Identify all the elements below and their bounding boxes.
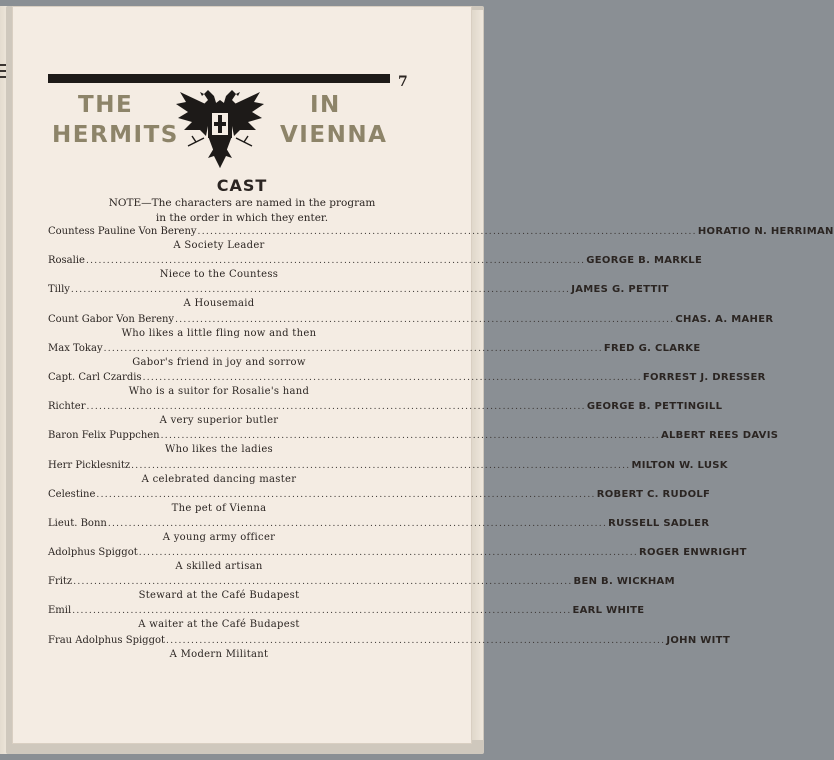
cast-line: [48, 459, 728, 473]
dot-leader: ........................................................................................................................: [70, 285, 571, 296]
dot-leader: ........................................................................................................................: [142, 372, 642, 383]
cast-entry: [48, 254, 703, 283]
cast-line: [48, 604, 645, 618]
title-in: IN: [310, 92, 341, 118]
role-description: Who likes a little fling now and then: [121, 327, 317, 339]
role-name: Baron Felix Puppchen: [48, 430, 160, 442]
cast-heading: CAST: [216, 176, 268, 195]
role-name: Fritz: [48, 576, 73, 588]
role-description: Gabor's friend in joy and sorrow: [132, 356, 306, 368]
role-description: The pet of Vienna: [171, 502, 267, 514]
program-page: [12, 6, 834, 744]
double-eagle-crest-icon: [174, 86, 266, 170]
dot-leader: ........................................................................................................................: [175, 314, 675, 325]
title-hermits: HERMITS: [52, 122, 179, 148]
cast-line: [48, 517, 710, 531]
cast-entry: [48, 429, 779, 458]
header-rule: [48, 74, 390, 83]
dot-leader: ........................................................................................................................: [103, 343, 603, 354]
cast-entry: [48, 575, 675, 604]
cast-note: [12, 196, 472, 226]
role-description: Who is a suitor for Rosalie's hand: [128, 385, 310, 397]
actor-name: ROBERT C. RUDOLF: [596, 488, 711, 500]
role-description: Who likes the ladies: [165, 444, 273, 456]
cast-entry: [48, 517, 710, 546]
role-name: Herr Picklesnitz: [48, 459, 131, 471]
actor-name: CHAS. A. MAHER: [675, 313, 774, 325]
dot-leader: ........................................................................................................................: [72, 606, 572, 617]
role-name: Count Gabor Von Bereny: [48, 313, 175, 325]
actor-name: BEN B. WICKHAM: [573, 576, 675, 588]
role-description: Steward at the Café Budapest: [138, 590, 300, 602]
actor-name: ROGER ENWRIGHT: [639, 547, 747, 559]
actor-name: GEORGE B. PETTINGILL: [586, 401, 723, 413]
role-description: A Society Leader: [173, 240, 265, 251]
actor-name: FRED G. CLARKE: [603, 342, 701, 354]
cast-list: [48, 225, 834, 663]
cast-entry: [48, 546, 747, 575]
actor-name: GEORGE B. MARKLE: [586, 255, 703, 267]
cast-entry: [48, 371, 766, 400]
role-name: Emil: [48, 605, 72, 617]
cast-entry: [48, 313, 774, 342]
cast-entry: [48, 488, 711, 517]
cast-line: [48, 488, 711, 502]
role-description: A waiter at the Café Budapest: [138, 619, 300, 631]
cast-entry: [48, 225, 834, 254]
cast-entry: [48, 459, 728, 488]
cast-line: [48, 400, 723, 414]
dot-leader: ........................................................................................................................: [85, 256, 586, 267]
cast-line: [48, 371, 766, 385]
note-line: in the order in which they enter.: [155, 212, 329, 224]
title-vienna: VIENNA: [280, 122, 388, 148]
role-name: Richter: [48, 401, 86, 413]
role-name: Tilly: [48, 284, 70, 296]
dot-leader: ........................................................................................................................: [160, 431, 660, 442]
role-description: A Modern Militant: [169, 648, 269, 660]
role-name: Frau Adolphus Spiggot: [48, 634, 166, 646]
role-name: Adolphus Spiggot: [48, 547, 138, 559]
role-description: A very superior butler: [159, 415, 279, 427]
actor-name: JOHN WITT: [666, 634, 731, 646]
actor-name: MILTON W. LUSK: [631, 459, 728, 471]
role-description: Niece to the Countess: [159, 269, 279, 281]
cast-line: [48, 254, 703, 268]
role-name: Countess Pauline Von Bereny: [48, 226, 197, 237]
cast-line: [48, 429, 779, 443]
cast-line: [48, 342, 701, 356]
actor-name: EARL WHITE: [572, 605, 645, 617]
role-name: Max Tokay: [48, 342, 103, 354]
cast-entry: [48, 634, 731, 663]
actor-name: FORREST J. DRESSER: [642, 371, 766, 383]
dot-leader: ........................................................................................................................: [107, 518, 608, 529]
actor-name: ALBERT REES DAVIS: [660, 430, 779, 442]
actor-name: JAMES G. PETTIT: [571, 284, 669, 296]
dot-leader: ........................................................................................................................: [166, 635, 666, 646]
role-name: Rosalie: [48, 255, 85, 267]
dot-leader: ........................................................................................................................: [131, 460, 631, 471]
dot-leader: ........................................................................................................................: [73, 577, 573, 588]
cast-entry: [48, 283, 669, 312]
role-name: Capt. Carl Czardis: [48, 371, 142, 383]
cast-line: [48, 546, 747, 560]
role-description: A Housemaid: [183, 298, 255, 310]
cast-line: [48, 283, 669, 297]
cast-line: [48, 575, 675, 589]
actor-name: RUSSELL SADLER: [608, 517, 710, 529]
page-number: 7: [398, 74, 408, 90]
role-description: A young army officer: [162, 531, 276, 543]
cast-entry: [48, 342, 701, 371]
dot-leader: ........................................................................................................................: [138, 548, 639, 559]
dot-leader: ........................................................................................................................: [197, 227, 697, 237]
dot-leader: ........................................................................................................................: [86, 402, 586, 413]
cast-line: [48, 313, 774, 327]
cast-line: [48, 225, 834, 239]
actor-name: HORATIO N. HERRIMAN: [697, 226, 834, 237]
role-name: Celestine: [48, 488, 96, 500]
cast-entry: [48, 400, 723, 429]
dot-leader: ........................................................................................................................: [96, 489, 596, 500]
role-name: Lieut. Bonn: [48, 517, 107, 529]
cast-entry: [48, 604, 645, 633]
role-description: A celebrated dancing master: [141, 473, 297, 485]
cast-line: [48, 634, 731, 648]
role-description: A skilled artisan: [175, 561, 263, 573]
title-the: THE: [78, 92, 134, 118]
note-line: NOTE—The characters are named in the program: [108, 197, 376, 209]
